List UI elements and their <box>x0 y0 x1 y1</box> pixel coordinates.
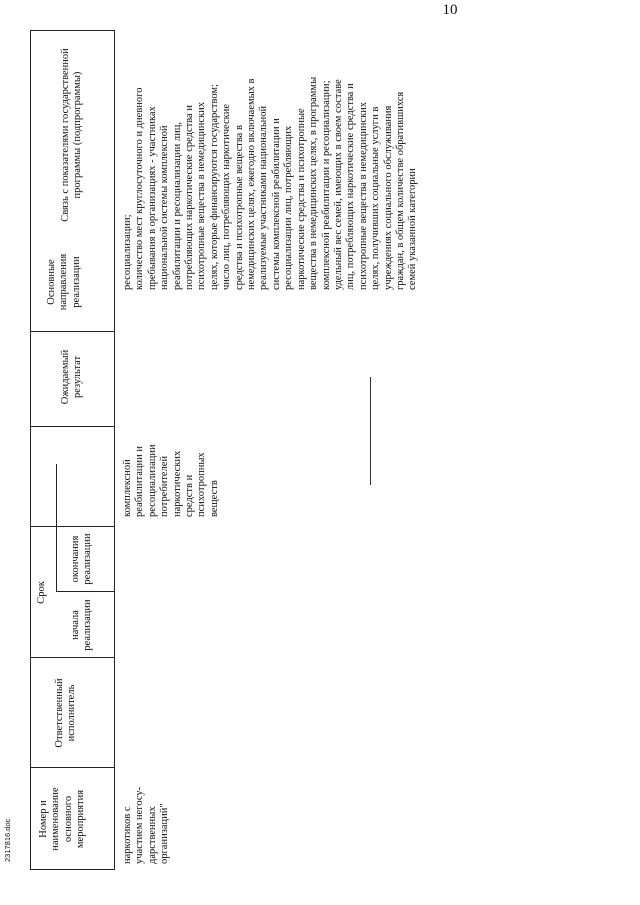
header-end: окончания реализации <box>70 533 94 585</box>
link-text-line: ресоциализации лиц, потребляющих <box>283 125 295 290</box>
link-text-line: средства и психотропные вещества в <box>233 125 245 290</box>
page-number: 10 <box>442 2 458 18</box>
rotated-table-page <box>30 30 450 870</box>
link-text-line: учреждениях социального обслуживания <box>382 105 394 290</box>
link-text-line: число лиц, потребляющих наркотические <box>221 104 233 290</box>
col-border-4 <box>56 591 114 592</box>
link-text-line: психотропные вещества в немедицинских <box>196 101 208 290</box>
row-link-indicators <box>122 30 420 290</box>
link-text-line: национальной системы комплексной <box>159 125 171 290</box>
header-srok: Срок <box>36 581 47 604</box>
link-text-line: системы комплексной реабилитации и <box>270 118 282 290</box>
link-text-line: немедицинских целях, ежегодно включаемых в <box>246 78 258 290</box>
link-text-line: пребывания в организациях - участниках <box>146 106 158 290</box>
row-expected-result: комплексной реабилитации и ресоциализации потребителей наркотических средств и психотропных веществ <box>122 444 220 517</box>
table-top-border <box>30 30 31 870</box>
document-id: 2317816.doc <box>3 818 12 862</box>
col-border-1 <box>30 869 114 870</box>
col-border-8 <box>30 30 114 31</box>
link-text-line: семей указанной категории <box>407 168 419 290</box>
link-text-line: реализуемые участниками национальной <box>258 105 270 290</box>
row-measure-text: наркотиков с участием негосу-дарственных организаций" <box>122 786 171 864</box>
header-link-indicators: Связь с показателями государственной программы (подпрограммы) <box>60 48 84 222</box>
header-expected-result: Ожидаемый результат <box>60 349 84 405</box>
link-text-line: лиц, потребляющих наркотические средства и <box>345 83 357 290</box>
link-text-line: ресоциализации; <box>122 214 133 290</box>
link-text-line: наркотические средства и психотропные <box>295 108 307 290</box>
srok-divider <box>56 464 57 592</box>
header-executor: Ответственный исполнитель <box>54 678 78 748</box>
link-text-line: потребляющих наркотические средства и <box>184 105 196 290</box>
signature-line <box>370 377 371 485</box>
header-start: начала реализации <box>70 599 94 651</box>
link-text-line: целях, получивших социальные услуги в <box>370 106 382 290</box>
link-text-line: психотропные вещества в немедицинских <box>357 101 369 290</box>
header-bottom-border <box>114 30 115 870</box>
col-border-6 <box>30 426 114 427</box>
header-measure: Номер и наименование основного мероприятия <box>38 787 87 851</box>
link-text-line: целях, которые финансируются государством; <box>208 84 220 290</box>
link-text-line: комплексной реабилитации и ресоциализации; <box>320 80 332 290</box>
link-text-line: удельный вес семей, имеющих в своем составе <box>332 79 344 290</box>
link-text-line: количество мест круглосуточного и дневного <box>134 87 146 290</box>
header-main-directions: Основные направления реализации <box>46 253 82 311</box>
link-text-line: реабилитации и ресоциализации лиц, <box>171 122 183 290</box>
col-border-2 <box>30 767 114 768</box>
link-text-line: вещества в немедицинских целях, в программы <box>308 76 320 290</box>
link-text-line: граждан, в общем количестве обратившихся <box>394 91 406 290</box>
